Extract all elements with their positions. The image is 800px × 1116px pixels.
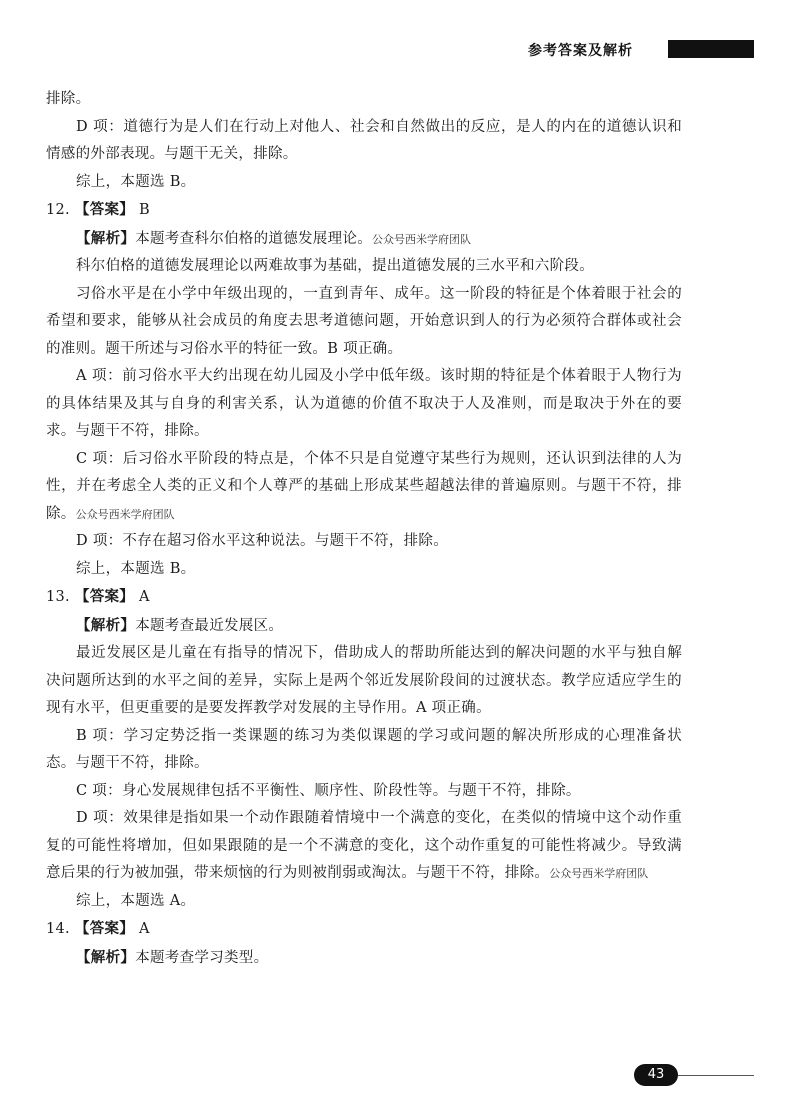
- paragraph: [46, 281, 682, 364]
- paragraph-text: 科尔伯格的道德发展理论以两难故事为基础，提出道德发展的三水平和六阶段。: [76, 258, 594, 274]
- question-number: 13.: [46, 589, 70, 605]
- analysis-text: 本题考查学习类型。: [135, 949, 269, 966]
- page-number: 43: [634, 1064, 678, 1086]
- paragraph-text: 综上，本题选 B。: [76, 560, 196, 577]
- answer-tag: 【答案】: [74, 201, 135, 218]
- watermark-note: 公众号西米学府团队: [372, 232, 472, 246]
- analysis-heading: [46, 612, 682, 641]
- analysis-text: 本题考查科尔伯格的道德发展理论。: [135, 230, 373, 247]
- answer-heading: [46, 583, 682, 612]
- paragraph: [46, 888, 682, 916]
- paragraph: [46, 640, 682, 723]
- answer-value: B: [139, 202, 150, 218]
- answer-tag: 【答案】: [74, 588, 135, 605]
- answer-value: A: [139, 921, 150, 937]
- paragraph-text: 排除。: [46, 91, 91, 107]
- answer-tag: 【答案】: [74, 920, 135, 937]
- paragraph-text: A 项：前习俗水平大约出现在幼儿园及小学中低年级。该时期的特征是个体着眼于人物行为的具体结果及其与自身的利害关系，认为道德的价值不取决于人及准则，而是取决于外在的要求。与题干不符，排除。: [46, 368, 682, 439]
- paragraph: [46, 363, 682, 446]
- watermark-note: 公众号西米学府团队: [549, 867, 649, 880]
- page-footer: [0, 1060, 800, 1090]
- question-number: 12.: [46, 202, 70, 218]
- paragraph-text: B 项：学习定势泛指一类课题的练习为类似课题的学习或问题的解决所形成的心理准备状态。与题干不符，排除。: [46, 727, 682, 771]
- analysis-tag: 【解析】: [76, 948, 136, 966]
- paragraph: [46, 169, 682, 197]
- running-header: [0, 38, 800, 62]
- paragraph: [46, 556, 682, 584]
- page-content: [46, 86, 682, 972]
- paragraph: [46, 723, 682, 778]
- watermark-note: 公众号西米学府团队: [75, 507, 175, 521]
- paragraph-text: 最近发展区是儿童在有指导的情况下，借助成人的帮助所能达到的解决问题的水平与独自解决问题所达到的水平之间的差异，实际上是两个邻近发展阶段间的过渡状态。教学应适应学生的现有水平，但更重要的是要发挥教学对发展的主导作用。A 项正确。: [46, 645, 682, 716]
- paragraph-text: C 项：身心发展规律包括不平衡性、顺序性、阶段性等。与题干不符，排除。: [76, 782, 581, 799]
- paragraph: [46, 86, 682, 114]
- paragraph: [46, 446, 682, 529]
- question-number: 14.: [46, 921, 70, 937]
- paragraph-text: 综上，本题选 B。: [76, 173, 196, 190]
- answer-value: A: [139, 589, 150, 605]
- paragraph: [46, 805, 682, 888]
- paragraph-text: 习俗水平是在小学中年级出现的，一直到青年、成年。这一阶段的特征是个体着眼于社会的希望和要求，能够从社会成员的角度去思考道德问题，开始意识到人的行为必须符合群体或社会的准则。题干所述与习俗水平的特征一致。B 项正确。: [46, 285, 682, 357]
- answer-heading: [46, 196, 682, 225]
- analysis-tag: 【解析】: [76, 229, 136, 247]
- paragraph: [46, 528, 682, 556]
- analysis-heading: [46, 944, 682, 973]
- answer-heading: [46, 915, 682, 944]
- analysis-tag: 【解析】: [76, 616, 136, 634]
- paragraph-text: D 项：效果律是指如果一个动作跟随着情境中一个满意的变化，在类似的情境中这个动作重复的可能性将增加，但如果跟随的是一个不满意的变化，这个动作重复的可能性将减少。导致满意后果的行为被加强，带来烦恼的行为则被削弱或淘汰。与题干不符，排除。: [46, 810, 682, 881]
- paragraph-text: D 项：道德行为是人们在行动上对他人、社会和自然做出的反应，是人的内在的道德认识和情感的外部表现。与题干无关，排除。: [46, 118, 682, 162]
- header-black-bar: [668, 40, 754, 58]
- header-title: 参考答案及解析: [528, 43, 633, 59]
- paragraph: [46, 253, 682, 281]
- paragraph-text: D 项：不存在超习俗水平这种说法。与题干不符，排除。: [76, 533, 449, 549]
- paragraph: [46, 778, 682, 806]
- footer-rule: [678, 1075, 754, 1076]
- paragraph-text: C 项：后习俗水平阶段的特点是，个体不只是自觉遵守某些行为规则，还认识到法律的人为性，并在考虑全人类的正义和个人尊严的基础上形成某些超越法律的普遍原则。与题干不符，排除。: [46, 450, 682, 522]
- paragraph-text: 综上，本题选 A。: [76, 892, 196, 909]
- analysis-heading: [46, 225, 682, 254]
- analysis-text: 本题考查最近发展区。: [135, 617, 284, 634]
- paragraph: [46, 114, 682, 169]
